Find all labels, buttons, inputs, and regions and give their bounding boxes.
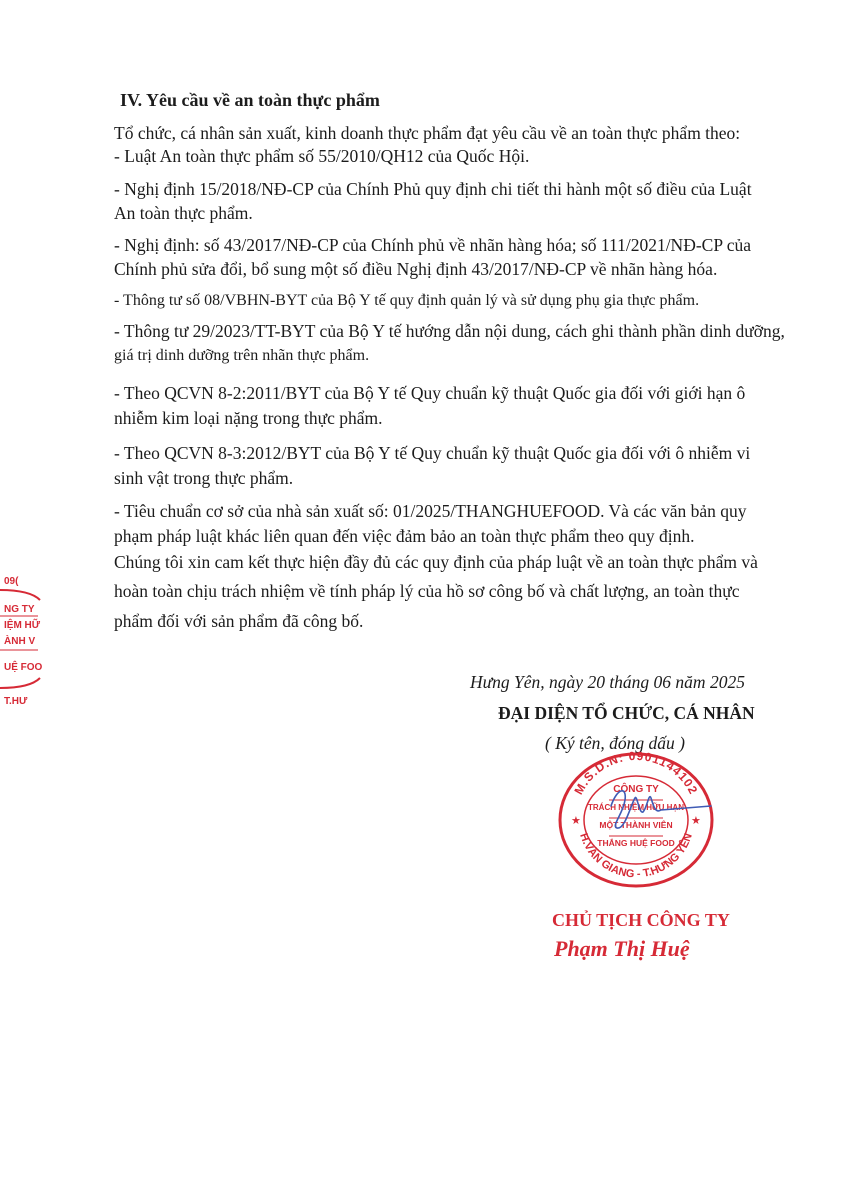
- text-line: sinh vật trong thực phẩm.: [114, 468, 294, 488]
- seal-center-line: MỘT THÀNH VIÊN: [599, 820, 673, 830]
- seal-center-line: TRÁCH NHIỆM HỮU HẠN: [588, 803, 684, 812]
- edge-seal-text: IỆM HỮ: [4, 620, 41, 631]
- text-line: - Thông tư số 08/VBHN-BYT của Bộ Y tế quy định quản lý và sử dụng phụ gia thực phẩm.: [114, 292, 700, 309]
- edge-seal-rings: [0, 570, 48, 720]
- text-line: - Theo QCVN 8-3:2012/BYT của Bộ Y tế Quy chuẩn kỹ thuật Quốc gia đối với ô nhiễm vi: [114, 443, 751, 463]
- date-line: Hưng Yên, ngày 20 tháng 06 năm 2025: [470, 672, 745, 692]
- text-line: - Theo QCVN 8-2:2011/BYT của Bộ Y tế Quy chuẩn kỹ thuật Quốc gia đối với giới hạn ô: [114, 383, 746, 403]
- company-seal: [551, 748, 721, 888]
- edge-seal-text: ÀNH V: [4, 636, 36, 647]
- text-line: - Nghị định 15/2018/NĐ-CP của Chính Phủ quy định chi tiết thi hành một số điều của Luật: [114, 179, 752, 199]
- text-line: An toàn thực phẩm.: [114, 203, 253, 223]
- section-heading: IV. Yêu cầu về an toàn thực phẩm: [120, 90, 380, 110]
- edge-seal-text: NG TY: [4, 604, 35, 615]
- seal-center-line: THẮNG HUỆ FOOD: [597, 838, 675, 848]
- edge-seal-text: 09(: [4, 576, 19, 587]
- text-line: - Nghị định: số 43/2017/NĐ-CP của Chính phủ về nhãn hàng hóa; số 111/2021/NĐ-CP của: [114, 235, 752, 255]
- text-line: giá trị dinh dưỡng trên nhãn thực phẩm.: [114, 347, 370, 364]
- text-line: Chính phủ sửa đổi, bổ sung một số điều Nghị định 43/2017/NĐ-CP về nhãn hàng hóa.: [114, 259, 718, 279]
- text-line: - Thông tư 29/2023/TT-BYT của Bộ Y tế hướng dẫn nội dung, cách ghi thành phần dinh dưỡng,: [114, 321, 785, 341]
- seal-ring-text: M.S.D.N: 0901144102: [571, 748, 701, 797]
- seal-star-right: ★: [691, 815, 701, 827]
- text-line: hoàn toàn chịu trách nhiệm về tính pháp lý của hồ sơ công bố và chất lượng, an toàn thực: [114, 581, 740, 601]
- representative-title: ĐẠI DIỆN TỔ CHỨC, CÁ NHÂN: [498, 703, 755, 723]
- sign-note: ( Ký tên, đóng dấu ): [545, 733, 685, 753]
- edge-seal-fragment: [0, 570, 48, 720]
- chairman-name: Phạm Thị Huệ: [554, 936, 690, 961]
- edge-seal-text: T.HƯ: [4, 696, 28, 707]
- text-line: phạm pháp luật khác liên quan đến việc đảm bảo an toàn thực phẩm theo quy định.: [114, 526, 695, 546]
- text-line: - Luật An toàn thực phẩm số 55/2010/QH12 của Quốc Hội.: [114, 146, 530, 166]
- text-line: Tổ chức, cá nhân sản xuất, kinh doanh thực phẩm đạt yêu cầu về an toàn thực phẩm theo:: [114, 123, 741, 143]
- seal-star-left: ★: [571, 815, 581, 827]
- text-line: - Tiêu chuẩn cơ sở của nhà sản xuất số: 01/2025/THANGHUEFOOD. Và các văn bản quy: [114, 501, 747, 521]
- chairman-title: CHỦ TỊCH CÔNG TY: [552, 910, 730, 930]
- seal-center-line: CÔNG TY: [613, 784, 659, 795]
- text-line: Chúng tôi xin cam kết thực hiện đầy đủ các quy định của pháp luật về an toàn thực phẩm và: [114, 552, 758, 572]
- seal-bottom-text: H.VĂN GIANG - T.HƯNG YÊN: [577, 831, 695, 881]
- edge-seal-text: UỆ FOO: [4, 662, 43, 673]
- text-line: phẩm đối với sản phẩm đã công bố.: [114, 611, 364, 631]
- text-line: nhiễm kim loại nặng trong thực phẩm.: [114, 408, 383, 428]
